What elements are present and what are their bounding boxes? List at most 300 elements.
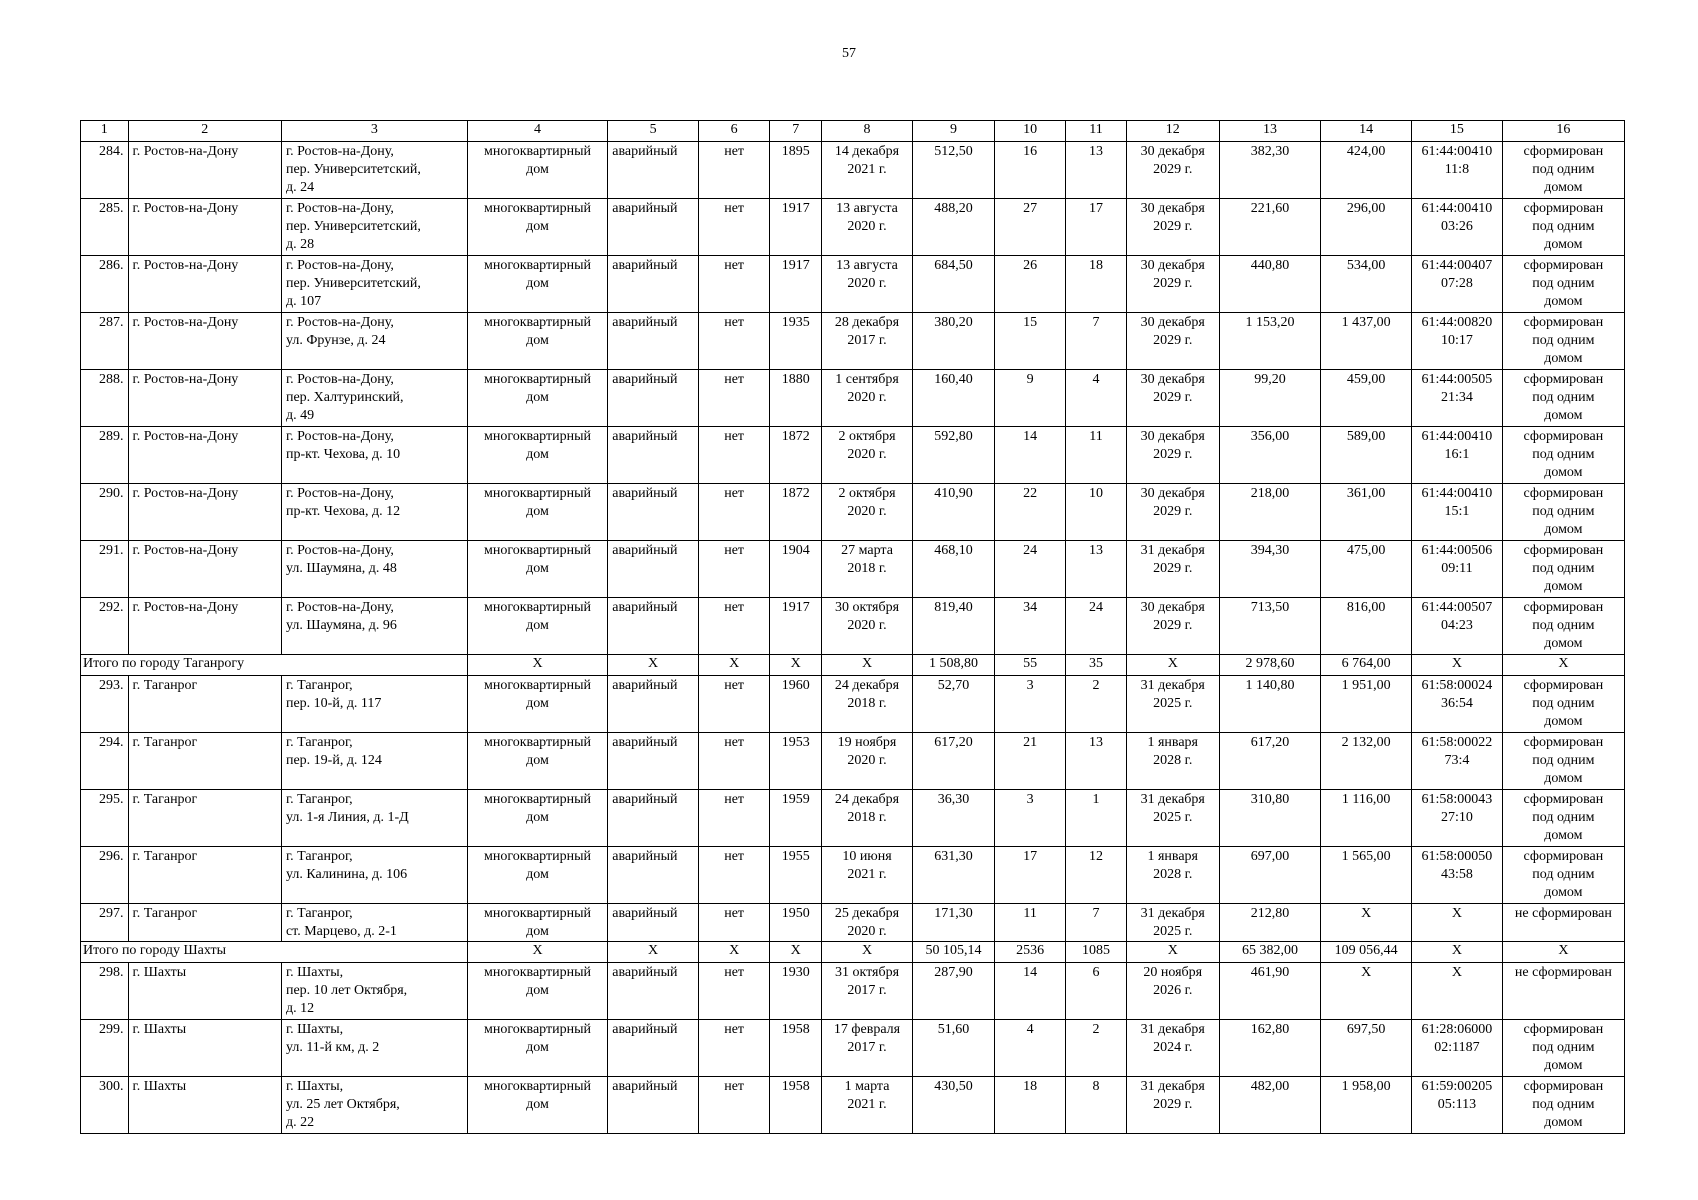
address: г. Ростов-на-Дону, ул. Шаумяна, д. 48 — [281, 541, 467, 598]
address: г. Таганрог, пер. 19-й, д. 124 — [281, 733, 467, 790]
count-value: 18 — [995, 1077, 1066, 1134]
planned-date: 31 декабря 2024 г. — [1126, 1020, 1219, 1077]
municipality: г. Таганрог — [128, 676, 281, 733]
recognition-date: 2 октября 2020 г. — [822, 484, 913, 541]
column-header: 6 — [698, 121, 769, 142]
building-state: аварийный — [608, 904, 699, 942]
land-status: сформирован под одним домом — [1502, 733, 1624, 790]
column-header: 15 — [1412, 121, 1503, 142]
building-state: аварийный — [608, 484, 699, 541]
area-value: 361,00 — [1321, 484, 1412, 541]
row-number: 289. — [81, 427, 129, 484]
count-value: 14 — [995, 963, 1066, 1020]
subtotal-value: 50 105,14 — [912, 942, 994, 963]
area-value: 394,30 — [1219, 541, 1321, 598]
column-header: 9 — [912, 121, 994, 142]
area-value: 1 437,00 — [1321, 313, 1412, 370]
flag-value: нет — [698, 1020, 769, 1077]
build-year: 1950 — [770, 904, 822, 942]
subtotal-row — [81, 942, 1625, 963]
area-value: 382,30 — [1219, 142, 1321, 199]
area-value: 310,80 — [1219, 790, 1321, 847]
flag-value: нет — [698, 1077, 769, 1134]
table-row — [81, 1077, 1625, 1134]
table-row — [81, 733, 1625, 790]
area-value: 160,40 — [912, 370, 994, 427]
table-row — [81, 904, 1625, 942]
area-value: 512,50 — [912, 142, 994, 199]
area-value: 468,10 — [912, 541, 994, 598]
page-number: 57 — [842, 46, 856, 61]
subtotal-value: X — [467, 942, 607, 963]
address: г. Таганрог, ул. Калинина, д. 106 — [281, 847, 467, 904]
subtotal-value: X — [1412, 655, 1503, 676]
row-number: 292. — [81, 598, 129, 655]
row-number: 296. — [81, 847, 129, 904]
cadastral-number: 61:44:00820 10:17 — [1412, 313, 1503, 370]
count-value: 13 — [1066, 541, 1127, 598]
flag-value: нет — [698, 313, 769, 370]
column-header: 7 — [770, 121, 822, 142]
subtotal-value: 2536 — [995, 942, 1066, 963]
build-year: 1960 — [770, 676, 822, 733]
building-state: аварийный — [608, 256, 699, 313]
count-value: 34 — [995, 598, 1066, 655]
area-value: 713,50 — [1219, 598, 1321, 655]
count-value: 1 — [1066, 790, 1127, 847]
column-header: 16 — [1502, 121, 1624, 142]
planned-date: 30 декабря 2029 г. — [1126, 484, 1219, 541]
cadastral-number: 61:44:00410 11:8 — [1412, 142, 1503, 199]
address: г. Таганрог, ул. 1-я Линия, д. 1-Д — [281, 790, 467, 847]
recognition-date: 13 августа 2020 г. — [822, 256, 913, 313]
area-value: 1 153,20 — [1219, 313, 1321, 370]
building-type: многоквартирный дом — [467, 541, 607, 598]
address: г. Шахты, ул. 25 лет Октября, д. 22 — [281, 1077, 467, 1134]
column-header: 14 — [1321, 121, 1412, 142]
flag-value: нет — [698, 370, 769, 427]
recognition-date: 24 декабря 2018 г. — [822, 790, 913, 847]
address: г. Шахты, ул. 11-й км, д. 2 — [281, 1020, 467, 1077]
building-state: аварийный — [608, 427, 699, 484]
table-row — [81, 256, 1625, 313]
municipality: г. Таганрог — [128, 847, 281, 904]
planned-date: 30 декабря 2029 г. — [1126, 256, 1219, 313]
subtotal-value: X — [608, 655, 699, 676]
cadastral-number: 61:44:00506 09:11 — [1412, 541, 1503, 598]
subtotal-value: 1 508,80 — [912, 655, 994, 676]
municipality: г. Ростов-на-Дону — [128, 427, 281, 484]
column-header: 1 — [81, 121, 129, 142]
area-value: 440,80 — [1219, 256, 1321, 313]
subtotal-row — [81, 655, 1625, 676]
area-value: 430,50 — [912, 1077, 994, 1134]
area-value: 1 565,00 — [1321, 847, 1412, 904]
flag-value: нет — [698, 142, 769, 199]
recognition-date: 13 августа 2020 г. — [822, 199, 913, 256]
count-value: 2 — [1066, 1020, 1127, 1077]
recognition-date: 25 декабря 2020 г. — [822, 904, 913, 942]
count-value: 21 — [995, 733, 1066, 790]
row-number: 299. — [81, 1020, 129, 1077]
count-value: 15 — [995, 313, 1066, 370]
area-value: 36,30 — [912, 790, 994, 847]
subtotal-value: 109 056,44 — [1321, 942, 1412, 963]
table-row — [81, 598, 1625, 655]
building-state: аварийный — [608, 733, 699, 790]
planned-date: 31 декабря 2025 г. — [1126, 904, 1219, 942]
area-value: 631,30 — [912, 847, 994, 904]
column-header: 12 — [1126, 121, 1219, 142]
column-header: 10 — [995, 121, 1066, 142]
area-value: 482,00 — [1219, 1077, 1321, 1134]
column-header: 11 — [1066, 121, 1127, 142]
build-year: 1958 — [770, 1077, 822, 1134]
area-value: 51,60 — [912, 1020, 994, 1077]
row-number: 300. — [81, 1077, 129, 1134]
count-value: 3 — [995, 790, 1066, 847]
building-type: многоквартирный дом — [467, 676, 607, 733]
area-value: 296,00 — [1321, 199, 1412, 256]
count-value: 11 — [1066, 427, 1127, 484]
area-value: 99,20 — [1219, 370, 1321, 427]
planned-date: 30 декабря 2029 г. — [1126, 427, 1219, 484]
area-value: 697,00 — [1219, 847, 1321, 904]
area-value: 162,80 — [1219, 1020, 1321, 1077]
building-type: многоквартирный дом — [467, 370, 607, 427]
building-state: аварийный — [608, 541, 699, 598]
column-header: 5 — [608, 121, 699, 142]
area-value: 459,00 — [1321, 370, 1412, 427]
recognition-date: 10 июня 2021 г. — [822, 847, 913, 904]
count-value: 4 — [995, 1020, 1066, 1077]
address: г. Таганрог, пер. 10-й, д. 117 — [281, 676, 467, 733]
area-value: 592,80 — [912, 427, 994, 484]
planned-date: 31 декабря 2029 г. — [1126, 1077, 1219, 1134]
flag-value: нет — [698, 598, 769, 655]
recognition-date: 19 ноября 2020 г. — [822, 733, 913, 790]
housing-register-table — [80, 120, 1625, 1134]
count-value: 14 — [995, 427, 1066, 484]
flag-value: нет — [698, 847, 769, 904]
count-value: 9 — [995, 370, 1066, 427]
municipality: г. Шахты — [128, 1077, 281, 1134]
area-value: 684,50 — [912, 256, 994, 313]
flag-value: нет — [698, 963, 769, 1020]
address: г. Ростов-на-Дону, пер. Халтуринский, д. 49 — [281, 370, 467, 427]
area-value: 1 958,00 — [1321, 1077, 1412, 1134]
flag-value: нет — [698, 541, 769, 598]
row-number: 293. — [81, 676, 129, 733]
area-value: 356,00 — [1219, 427, 1321, 484]
build-year: 1880 — [770, 370, 822, 427]
area-value: 380,20 — [912, 313, 994, 370]
recognition-date: 1 сентября 2020 г. — [822, 370, 913, 427]
municipality: г. Шахты — [128, 963, 281, 1020]
row-number: 291. — [81, 541, 129, 598]
address: г. Ростов-на-Дону, пер. Университетский, д. 107 — [281, 256, 467, 313]
address: г. Ростов-на-Дону, пер. Университетский, д. 24 — [281, 142, 467, 199]
column-header: 2 — [128, 121, 281, 142]
table-row — [81, 1020, 1625, 1077]
cadastral-number: 61:44:00407 07:28 — [1412, 256, 1503, 313]
area-value: 475,00 — [1321, 541, 1412, 598]
building-type: многоквартирный дом — [467, 963, 607, 1020]
count-value: 10 — [1066, 484, 1127, 541]
municipality: г. Ростов-на-Дону — [128, 598, 281, 655]
subtotal-value: X — [608, 942, 699, 963]
municipality: г. Таганрог — [128, 904, 281, 942]
row-number: 286. — [81, 256, 129, 313]
land-status: не сформирован — [1502, 963, 1624, 1020]
land-status: сформирован под одним домом — [1502, 598, 1624, 655]
land-status: сформирован под одним домом — [1502, 313, 1624, 370]
count-value: 24 — [995, 541, 1066, 598]
count-value: 13 — [1066, 142, 1127, 199]
municipality: г. Ростов-на-Дону — [128, 541, 281, 598]
subtotal-value: X — [770, 655, 822, 676]
land-status: сформирован под одним домом — [1502, 847, 1624, 904]
municipality: г. Ростов-на-Дону — [128, 256, 281, 313]
subtotal-value: 1085 — [1066, 942, 1127, 963]
count-value: 11 — [995, 904, 1066, 942]
column-header: 3 — [281, 121, 467, 142]
municipality: г. Ростов-на-Дону — [128, 142, 281, 199]
land-status: сформирован под одним домом — [1502, 427, 1624, 484]
count-value: 8 — [1066, 1077, 1127, 1134]
building-state: аварийный — [608, 598, 699, 655]
table-row — [81, 199, 1625, 256]
build-year: 1904 — [770, 541, 822, 598]
area-value: 410,90 — [912, 484, 994, 541]
planned-date: 30 декабря 2029 г. — [1126, 370, 1219, 427]
building-type: многоквартирный дом — [467, 1077, 607, 1134]
build-year: 1930 — [770, 963, 822, 1020]
count-value: 6 — [1066, 963, 1127, 1020]
subtotal-value: 6 764,00 — [1321, 655, 1412, 676]
area-value: 1 140,80 — [1219, 676, 1321, 733]
build-year: 1955 — [770, 847, 822, 904]
planned-date: 30 декабря 2029 г. — [1126, 313, 1219, 370]
row-number: 295. — [81, 790, 129, 847]
subtotal-value: X — [1126, 655, 1219, 676]
area-value: 816,00 — [1321, 598, 1412, 655]
planned-date: 30 декабря 2029 г. — [1126, 598, 1219, 655]
build-year: 1935 — [770, 313, 822, 370]
area-value: 488,20 — [912, 199, 994, 256]
subtotal-label: Итого по городу Шахты — [81, 942, 468, 963]
count-value: 17 — [995, 847, 1066, 904]
count-value: 13 — [1066, 733, 1127, 790]
table-row — [81, 313, 1625, 370]
flag-value: нет — [698, 904, 769, 942]
flag-value: нет — [698, 199, 769, 256]
row-number: 287. — [81, 313, 129, 370]
area-value: 212,80 — [1219, 904, 1321, 942]
planned-date: 31 декабря 2025 г. — [1126, 676, 1219, 733]
count-value: 24 — [1066, 598, 1127, 655]
area-value: 171,30 — [912, 904, 994, 942]
building-state: аварийный — [608, 676, 699, 733]
subtotal-value: 35 — [1066, 655, 1127, 676]
column-header: 13 — [1219, 121, 1321, 142]
cadastral-number: 61:58:00022 73:4 — [1412, 733, 1503, 790]
table-row — [81, 676, 1625, 733]
planned-date: 30 декабря 2029 г. — [1126, 142, 1219, 199]
area-value: 221,60 — [1219, 199, 1321, 256]
municipality: г. Ростов-на-Дону — [128, 484, 281, 541]
table-body — [81, 142, 1625, 1134]
row-number: 285. — [81, 199, 129, 256]
flag-value: нет — [698, 790, 769, 847]
land-status: сформирован под одним домом — [1502, 370, 1624, 427]
count-value: 3 — [995, 676, 1066, 733]
building-type: многоквартирный дом — [467, 598, 607, 655]
recognition-date: 30 октября 2020 г. — [822, 598, 913, 655]
build-year: 1953 — [770, 733, 822, 790]
cadastral-number: X — [1412, 904, 1503, 942]
build-year: 1917 — [770, 598, 822, 655]
flag-value: нет — [698, 676, 769, 733]
build-year: 1872 — [770, 427, 822, 484]
subtotal-label: Итого по городу Таганрогу — [81, 655, 468, 676]
building-type: многоквартирный дом — [467, 313, 607, 370]
row-number: 294. — [81, 733, 129, 790]
area-value: 819,40 — [912, 598, 994, 655]
recognition-date: 14 декабря 2021 г. — [822, 142, 913, 199]
subtotal-value: X — [822, 942, 913, 963]
building-state: аварийный — [608, 963, 699, 1020]
area-value: 52,70 — [912, 676, 994, 733]
land-status: сформирован под одним домом — [1502, 1020, 1624, 1077]
area-value: 1 951,00 — [1321, 676, 1412, 733]
cadastral-number: 61:44:00410 03:26 — [1412, 199, 1503, 256]
row-number: 298. — [81, 963, 129, 1020]
address: г. Ростов-на-Дону, пр-кт. Чехова, д. 12 — [281, 484, 467, 541]
land-status: сформирован под одним домом — [1502, 199, 1624, 256]
build-year: 1895 — [770, 142, 822, 199]
row-number: 284. — [81, 142, 129, 199]
building-type: многоквартирный дом — [467, 904, 607, 942]
building-type: многоквартирный дом — [467, 142, 607, 199]
address: г. Ростов-на-Дону, ул. Шаумяна, д. 96 — [281, 598, 467, 655]
table-header — [81, 121, 1625, 142]
building-type: многоквартирный дом — [467, 256, 607, 313]
table-row — [81, 427, 1625, 484]
address: г. Ростов-на-Дону, пр-кт. Чехова, д. 10 — [281, 427, 467, 484]
land-status: сформирован под одним домом — [1502, 1077, 1624, 1134]
area-value: 697,50 — [1321, 1020, 1412, 1077]
count-value: 18 — [1066, 256, 1127, 313]
area-value: 424,00 — [1321, 142, 1412, 199]
area-value: 2 132,00 — [1321, 733, 1412, 790]
build-year: 1917 — [770, 199, 822, 256]
area-value: 589,00 — [1321, 427, 1412, 484]
recognition-date: 17 февраля 2017 г. — [822, 1020, 913, 1077]
subtotal-value: X — [1502, 655, 1624, 676]
building-type: многоквартирный дом — [467, 484, 607, 541]
planned-date: 1 января 2028 г. — [1126, 733, 1219, 790]
building-type: многоквартирный дом — [467, 790, 607, 847]
row-number: 288. — [81, 370, 129, 427]
table-row — [81, 142, 1625, 199]
flag-value: нет — [698, 427, 769, 484]
cadastral-number: 61:44:00507 04:23 — [1412, 598, 1503, 655]
column-header: 8 — [822, 121, 913, 142]
subtotal-value: X — [698, 655, 769, 676]
recognition-date: 1 марта 2021 г. — [822, 1077, 913, 1134]
area-value: 461,90 — [1219, 963, 1321, 1020]
count-value: 26 — [995, 256, 1066, 313]
table-row — [81, 790, 1625, 847]
recognition-date: 24 декабря 2018 г. — [822, 676, 913, 733]
count-value: 16 — [995, 142, 1066, 199]
land-status: сформирован под одним домом — [1502, 256, 1624, 313]
building-type: многоквартирный дом — [467, 733, 607, 790]
table-row — [81, 370, 1625, 427]
subtotal-value: X — [822, 655, 913, 676]
municipality: г. Таганрог — [128, 790, 281, 847]
municipality: г. Таганрог — [128, 733, 281, 790]
address: г. Ростов-на-Дону, пер. Университетский, д. 28 — [281, 199, 467, 256]
municipality: г. Ростов-на-Дону — [128, 199, 281, 256]
area-value: 617,20 — [1219, 733, 1321, 790]
subtotal-value: 55 — [995, 655, 1066, 676]
subtotal-value: X — [1412, 942, 1503, 963]
cadastral-number: 61:58:00043 27:10 — [1412, 790, 1503, 847]
land-status: сформирован под одним домом — [1502, 142, 1624, 199]
subtotal-value: X — [1126, 942, 1219, 963]
building-type: многоквартирный дом — [467, 1020, 607, 1077]
planned-date: 31 декабря 2029 г. — [1126, 541, 1219, 598]
recognition-date: 2 октября 2020 г. — [822, 427, 913, 484]
building-type: многоквартирный дом — [467, 199, 607, 256]
area-value: 1 116,00 — [1321, 790, 1412, 847]
flag-value: нет — [698, 733, 769, 790]
planned-date: 1 января 2028 г. — [1126, 847, 1219, 904]
planned-date: 20 ноября 2026 г. — [1126, 963, 1219, 1020]
count-value: 2 — [1066, 676, 1127, 733]
cadastral-number: 61:59:00205 05:113 — [1412, 1077, 1503, 1134]
area-value: X — [1321, 963, 1412, 1020]
count-value: 17 — [1066, 199, 1127, 256]
cadastral-number: 61:58:00024 36:54 — [1412, 676, 1503, 733]
build-year: 1958 — [770, 1020, 822, 1077]
area-value: 218,00 — [1219, 484, 1321, 541]
recognition-date: 27 марта 2018 г. — [822, 541, 913, 598]
count-value: 7 — [1066, 313, 1127, 370]
planned-date: 30 декабря 2029 г. — [1126, 199, 1219, 256]
build-year: 1872 — [770, 484, 822, 541]
row-number: 297. — [81, 904, 129, 942]
municipality: г. Ростов-на-Дону — [128, 370, 281, 427]
subtotal-value: X — [467, 655, 607, 676]
count-value: 22 — [995, 484, 1066, 541]
cadastral-number: 61:58:00050 43:58 — [1412, 847, 1503, 904]
recognition-date: 31 октября 2017 г. — [822, 963, 913, 1020]
land-status: сформирован под одним домом — [1502, 790, 1624, 847]
subtotal-value: 2 978,60 — [1219, 655, 1321, 676]
count-value: 7 — [1066, 904, 1127, 942]
flag-value: нет — [698, 256, 769, 313]
build-year: 1917 — [770, 256, 822, 313]
table-row — [81, 847, 1625, 904]
building-state: аварийный — [608, 1020, 699, 1077]
land-status: не сформирован — [1502, 904, 1624, 942]
municipality: г. Шахты — [128, 1020, 281, 1077]
recognition-date: 28 декабря 2017 г. — [822, 313, 913, 370]
row-number: 290. — [81, 484, 129, 541]
